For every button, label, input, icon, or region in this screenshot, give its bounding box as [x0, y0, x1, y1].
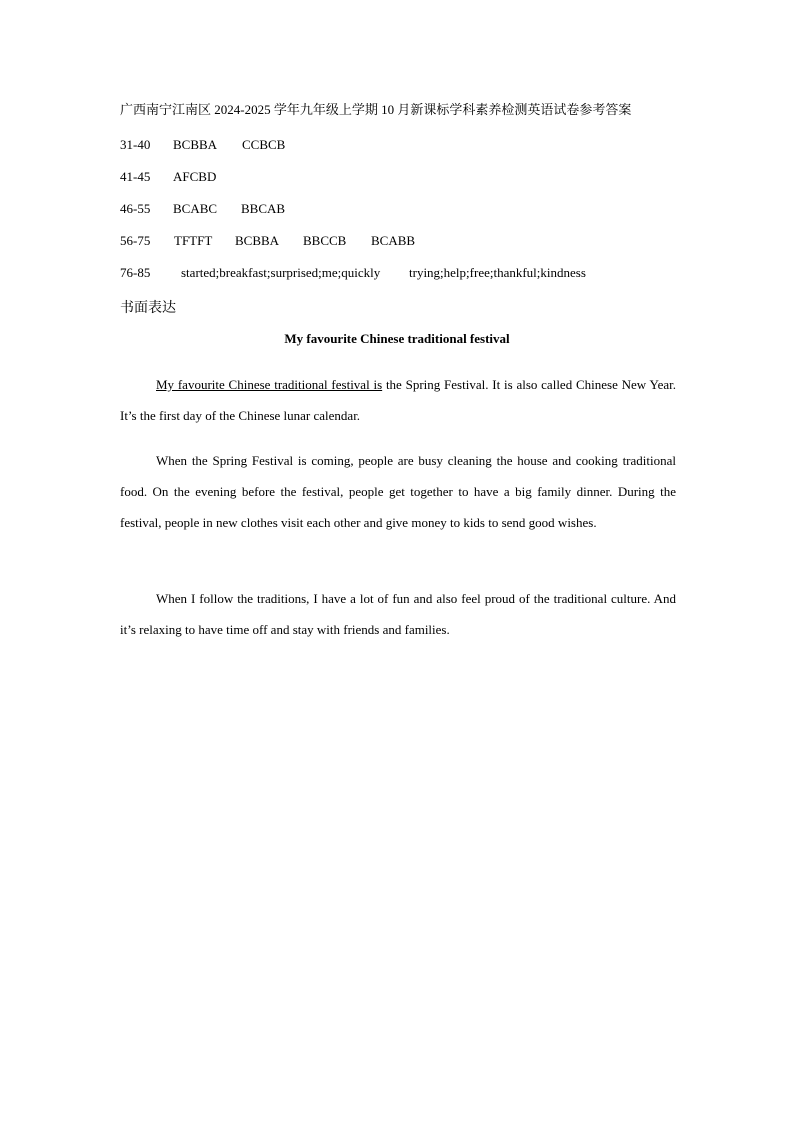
answer-range: 76-85 — [120, 265, 151, 280]
underlined-phrase: My favourite Chinese traditional festival is — [156, 377, 383, 392]
answer-group: TFTFT — [174, 233, 213, 248]
answer-range: 41-45 — [120, 169, 151, 184]
answer-group: trying;help;free;thankful;kindness — [409, 265, 586, 280]
section-label-writing: 书面表达 — [120, 300, 176, 316]
essay-title: My favourite Chinese traditional festival — [284, 331, 510, 346]
answer-group: AFCBD — [173, 169, 217, 184]
essay-paragraph-1 — [120, 369, 676, 431]
answer-group: CCBCB — [242, 137, 286, 152]
essay-paragraph-3: When I follow the traditions, I have a lot of fun and also feel proud of the traditional culture. And it’s relaxing to have time off and stay with friends and families. — [120, 591, 676, 637]
answer-group: BCBBA — [235, 233, 280, 248]
answer-group: BBCCB — [303, 233, 347, 248]
document-title: 广西南宁江南区 2024-2025 学年九年级上学期 10 月新课标学科素养检测英语试卷参考答案 — [120, 102, 632, 117]
answer-range: 46-55 — [120, 201, 151, 216]
answer-group: started;breakfast;surprised;me;quickly — [181, 265, 381, 280]
answer-range: 31-40 — [120, 137, 151, 152]
paragraph-text: the Spring Festival. It is also called Chinese New Year. It’s the first day of the Chinese lunar calendar. — [120, 377, 676, 423]
answer-group: BCBBA — [173, 137, 218, 152]
essay-paragraph-2: When the Spring Festival is coming, people are busy cleaning the house and cooking traditional food. On the evening before the festival, people get together to have a big family dinner. During the festival, people in new clothes visit each other and give money to kids to send good wishes. — [120, 453, 676, 530]
answer-group: BCABC — [173, 201, 218, 216]
answer-group: BCABB — [371, 233, 416, 248]
answer-group: BBCAB — [241, 201, 286, 216]
answer-range: 56-75 — [120, 233, 151, 248]
